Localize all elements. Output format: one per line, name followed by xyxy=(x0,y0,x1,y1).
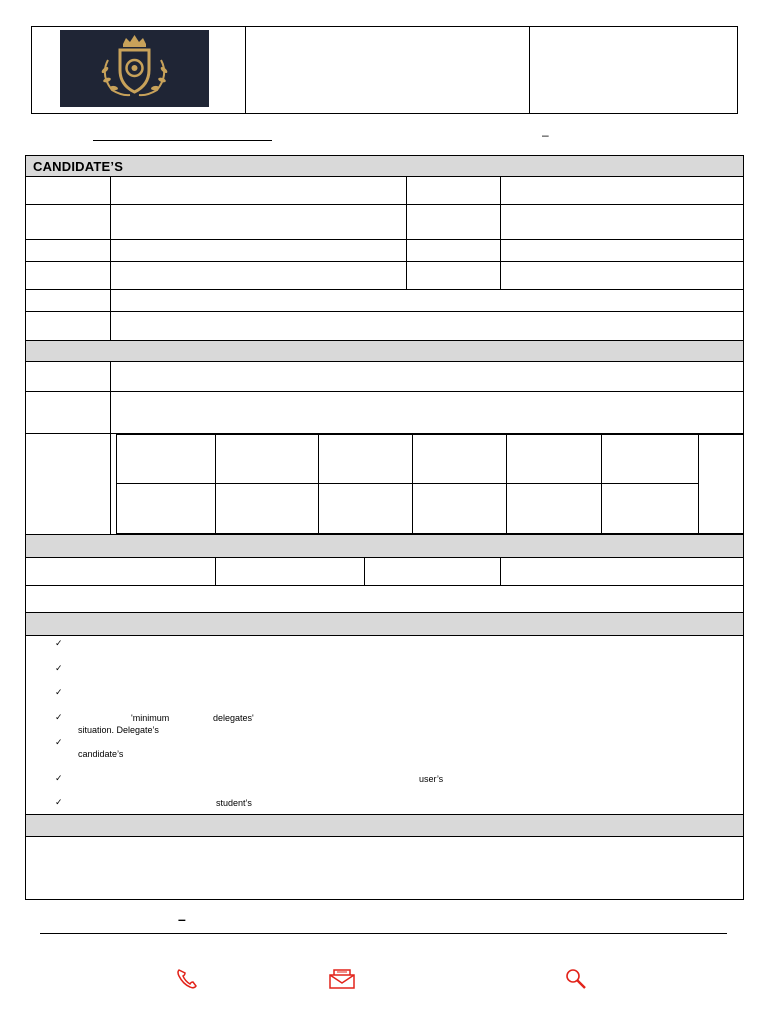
form-row-9 xyxy=(26,558,743,586)
guideline-4-word-2: delegates' xyxy=(213,713,254,723)
form-row-6 xyxy=(26,312,743,341)
guideline-4-word-1: 'minimum xyxy=(131,713,170,723)
header-underline xyxy=(93,140,272,141)
footer-rule xyxy=(40,933,727,934)
mail-icon xyxy=(329,968,355,990)
form-row-5 xyxy=(26,290,743,312)
header-table xyxy=(31,26,738,114)
crest-logo xyxy=(60,30,209,107)
header-dash: – xyxy=(542,128,549,142)
bullet-check-icon: ✓ xyxy=(55,687,63,697)
form-row-4 xyxy=(26,262,743,290)
guideline-6-word: user’s xyxy=(419,774,444,784)
guideline-7-word: student’s xyxy=(216,798,252,808)
form-row-1 xyxy=(26,177,743,205)
section-header-3 xyxy=(26,535,743,558)
bullet-check-icon: ✓ xyxy=(55,737,63,747)
section-title: CANDIDATE’S xyxy=(33,159,124,174)
inner-grid xyxy=(116,434,744,534)
bullet-check-icon: ✓ xyxy=(55,663,63,673)
search-icon xyxy=(564,967,588,991)
crest-logo-graphic xyxy=(60,30,209,107)
form-row-8 xyxy=(26,392,743,434)
form-row-10 xyxy=(26,586,743,613)
phone-icon xyxy=(175,967,199,991)
bullet-check-icon: ✓ xyxy=(55,773,63,783)
header-title-cell xyxy=(245,27,530,113)
guideline-5-line-2: candidate’s xyxy=(78,749,124,759)
bullet-check-icon: ✓ xyxy=(55,797,63,807)
bullet-check-icon: ✓ xyxy=(55,638,63,648)
section-header-candidate xyxy=(26,156,743,177)
form-row-3 xyxy=(26,240,743,262)
footer-dash: – xyxy=(178,911,186,927)
bullet-check-icon: ✓ xyxy=(55,712,63,722)
section-header-guidelines xyxy=(26,613,743,636)
guidelines-list xyxy=(26,636,743,814)
header-logo-cell xyxy=(32,27,246,113)
section-header-declaration xyxy=(26,815,743,837)
guideline-4-line-2: situation. Delegate’s xyxy=(78,725,159,735)
section-header-2 xyxy=(26,341,743,362)
form-row-2 xyxy=(26,205,743,240)
form-row-grid xyxy=(26,434,743,535)
form-row-7 xyxy=(26,362,743,392)
candidate-form xyxy=(25,155,744,900)
